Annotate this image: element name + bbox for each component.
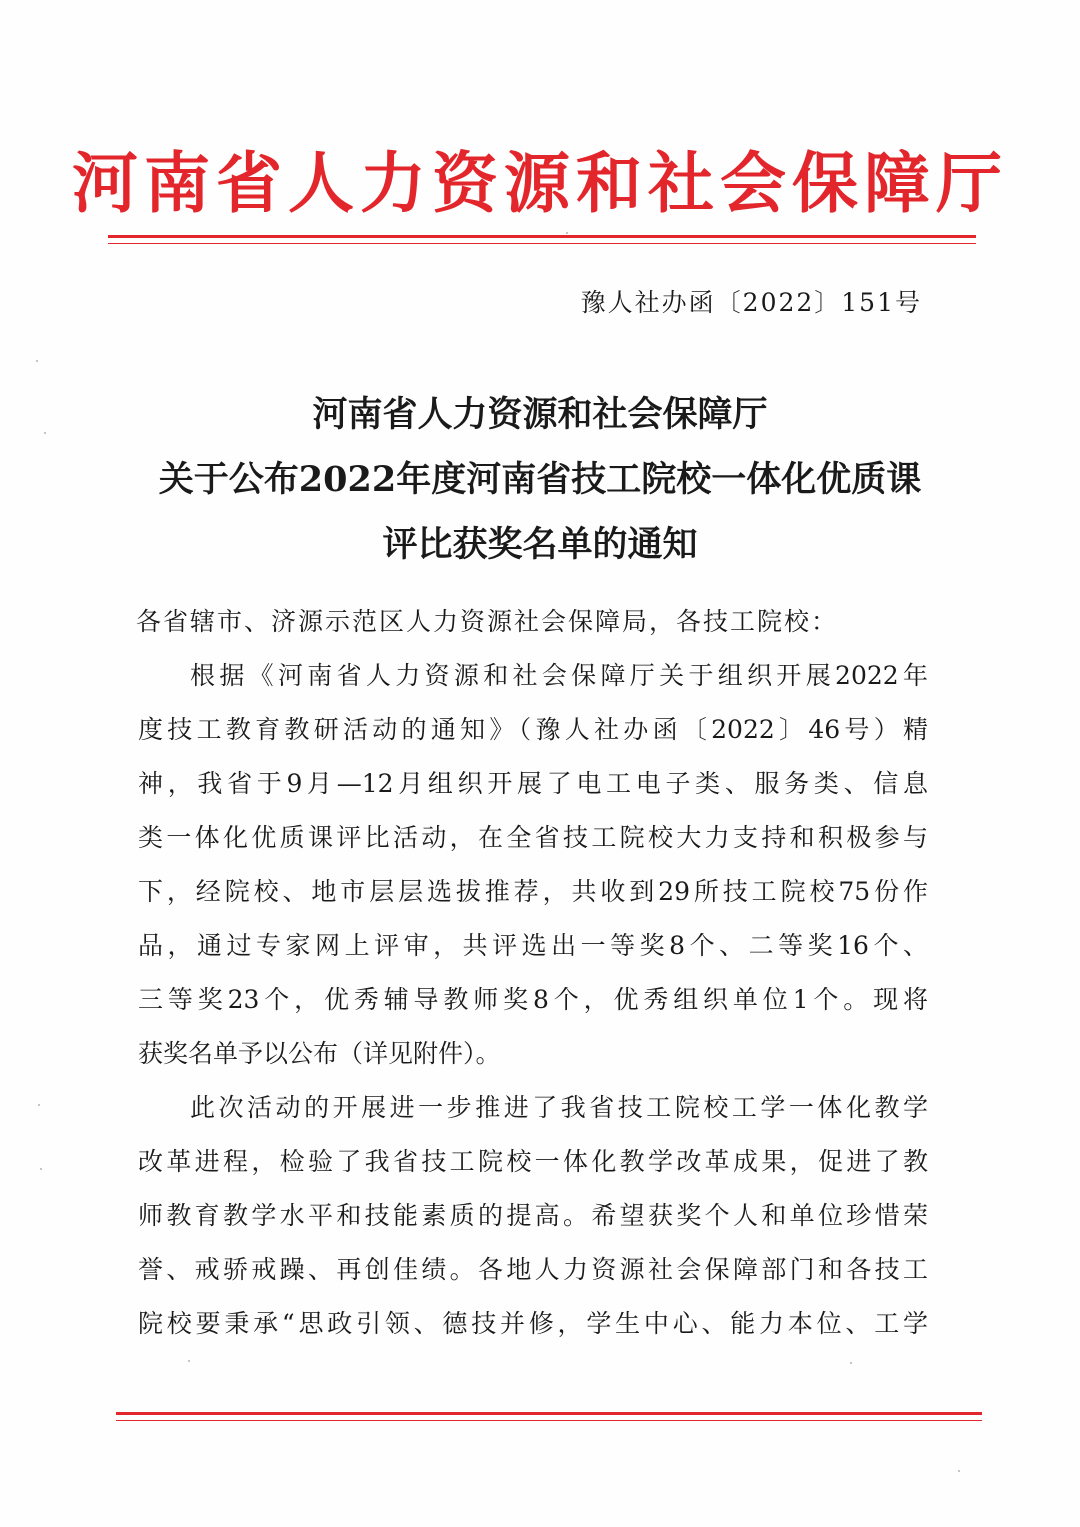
- letterhead-title: 河南省人力资源和社会保障厅: [72, 144, 1008, 222]
- notice-title-line-3: 评比获奖名单的通知: [382, 524, 698, 565]
- letterhead-red-rule-thin: [108, 243, 976, 244]
- salutation: 各省辖市、济源示范区人力资源社会保障局，各技工院校：: [136, 607, 839, 636]
- scan-speck: [188, 1360, 190, 1362]
- paragraph-1-line-1: 根据《河南省人力资源和社会保障厅关于组织开展2022年: [190, 661, 928, 690]
- scan-speck: [36, 360, 38, 362]
- letterhead-red-rule: [108, 235, 976, 238]
- notice-title-line-2: 关于公布2022年度河南省技工院校一体化优质课: [158, 459, 922, 500]
- scan-speck: [40, 1168, 42, 1170]
- footer-red-rule-thin: [116, 1420, 982, 1421]
- paragraph-2-line-1: 此次活动的开展进一步推进了我省技工院校工学一体化教学: [190, 1093, 928, 1122]
- scan-speck: [850, 1362, 852, 1364]
- paragraph-1-line-4: 类一体化优质课评比活动，在全省技工院校大力支持和积极参与: [138, 823, 928, 852]
- paragraph-2-line-2: 改革进程，检验了我省技工院校一体化教学改革成果，促进了教: [138, 1147, 928, 1176]
- paragraph-1-line-7: 三等奖23个，优秀辅导教师奖8个，优秀组织单位1个。现将: [138, 985, 928, 1014]
- paragraph-1-line-3: 神，我省于9月—12月组织开展了电工电子类、服务类、信息: [138, 769, 928, 798]
- footer-red-rule: [116, 1412, 982, 1415]
- paragraph-1-line-6: 品，通过专家网上评审，共评选出一等奖8个、二等奖16个、: [138, 931, 928, 960]
- notice-title-line-1: 河南省人力资源和社会保障厅: [312, 394, 768, 435]
- paragraph-1-line-8: 获奖名单予以公布（详见附件）。: [138, 1039, 501, 1068]
- scan-speck: [44, 432, 46, 434]
- paragraph-1-line-2: 度技工教育教研活动的通知》（豫人社办函〔2022〕46号）精: [138, 715, 928, 744]
- scan-speck: [566, 232, 568, 234]
- paragraph-1-line-5: 下，经院校、地市层层选拔推荐，共收到29所技工院校75份作: [138, 877, 928, 906]
- scan-speck: [958, 1470, 960, 1472]
- scan-speck: [38, 1104, 40, 1106]
- document-number: 豫人社办函〔2022〕151号: [580, 288, 922, 317]
- paragraph-2-line-3: 师教育教学水平和技能素质的提高。希望获奖个人和单位珍惜荣: [138, 1201, 928, 1230]
- paragraph-2-line-4: 誉、戒骄戒躁、再创佳绩。各地人力资源社会保障部门和各技工: [138, 1255, 928, 1284]
- paragraph-2-line-5: 院校要秉承“思政引领、德技并修，学生中心、能力本位、工学: [138, 1309, 928, 1338]
